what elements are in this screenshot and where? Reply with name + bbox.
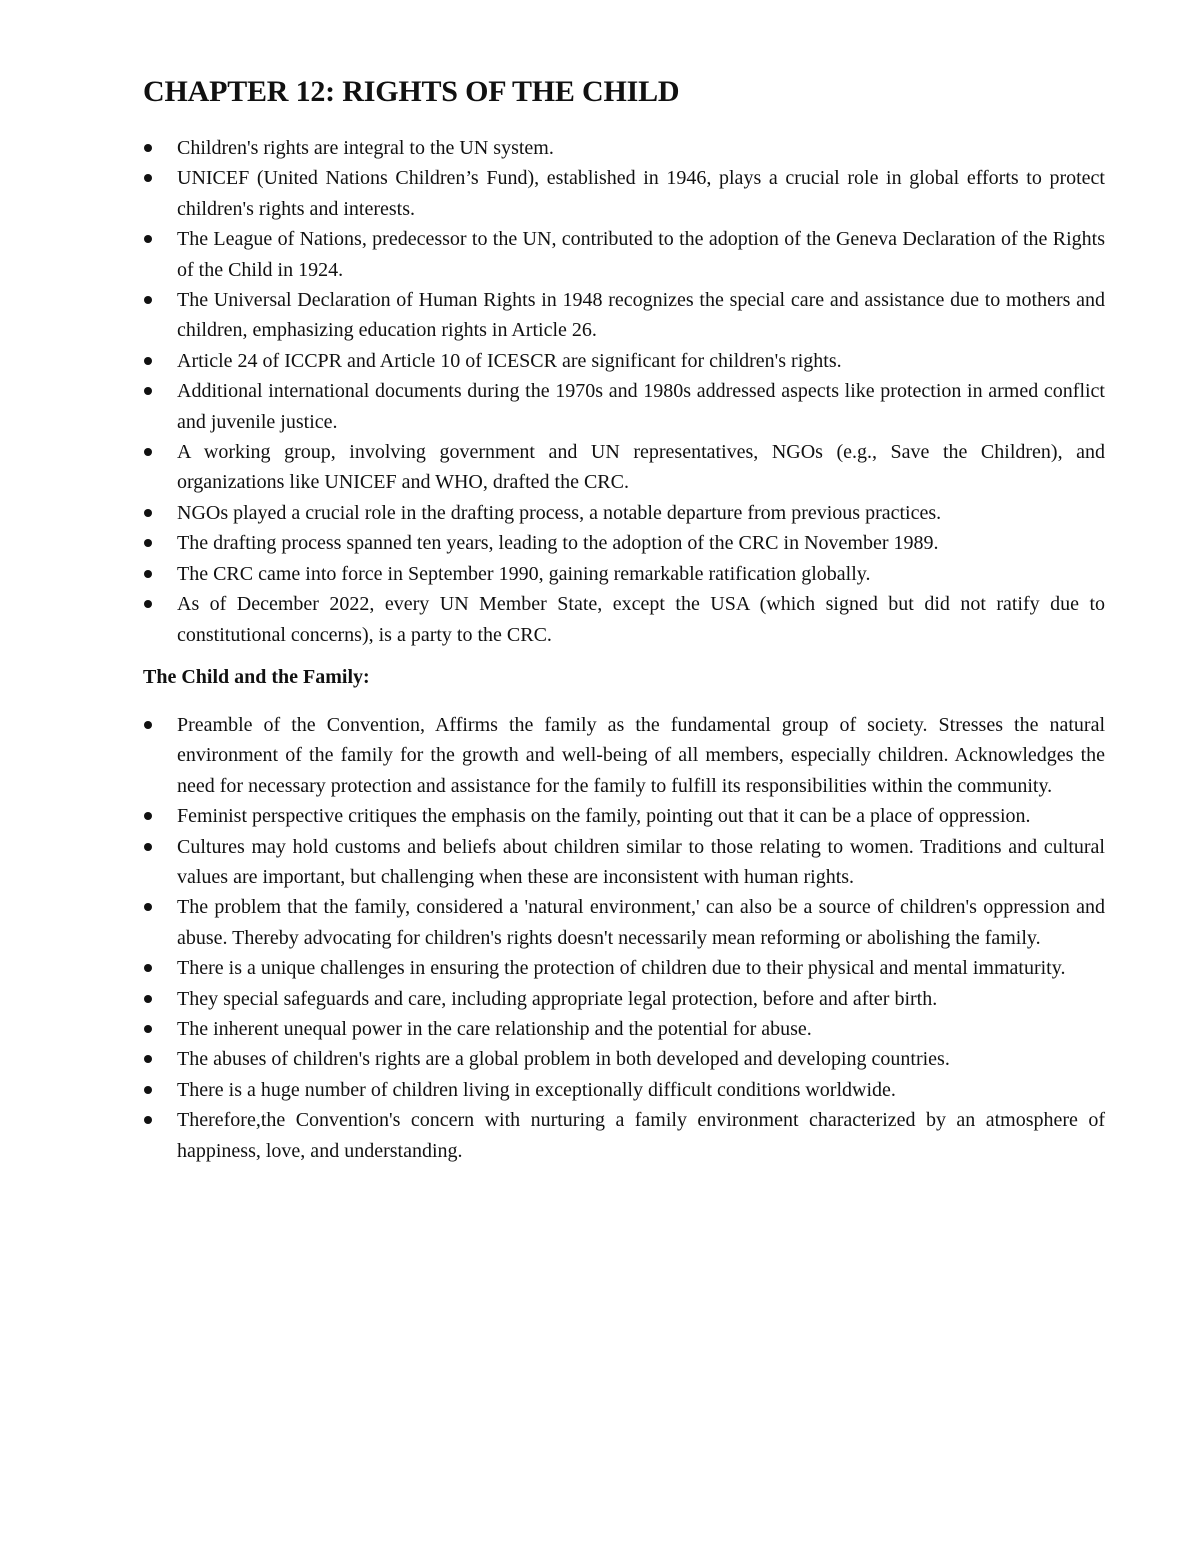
list-item-text: The CRC came into force in September 1990, gaining remarkable ratification globally. [177, 562, 871, 585]
list-item [143, 892, 1105, 953]
bullet-icon [144, 903, 152, 911]
list-item-text: Cultures may hold customs and beliefs about children similar to those relating to women. Traditions and cultural values are important, but challenging when these are inconsistent with human rights. [177, 835, 1105, 888]
bullet-icon [144, 843, 152, 851]
list-item [143, 953, 1105, 983]
bullet-icon [144, 296, 152, 304]
list-item [143, 559, 1105, 589]
list-item-text: The problem that the family, considered a 'natural environment,' can also be a source of children's oppression and abuse. Thereby advocating for children's rights doesn't necessarily mean reforming or abolishing the family. [177, 896, 1105, 949]
bullet-icon [144, 812, 152, 820]
bullet-icon [144, 1025, 152, 1033]
list-item-text: They special safeguards and care, including appropriate legal protection, before and after birth. [177, 987, 938, 1010]
list-item-text: UNICEF (United Nations Children’s Fund), established in 1946, plays a crucial role in global efforts to protect children's rights and interests. [177, 167, 1105, 220]
bullet-icon [144, 1116, 152, 1124]
list-item [143, 528, 1105, 558]
bullet-icon [144, 1055, 152, 1063]
list-item [143, 224, 1105, 285]
list-item-text: A working group, involving government and UN representatives, NGOs (e.g., Save the Children), and organizations like UNICEF and WHO, drafted the CRC. [177, 441, 1105, 494]
list-item-text: As of December 2022, every UN Member State, except the USA (which signed but did not ratify due to constitutional concerns), is a party to the CRC. [177, 593, 1105, 646]
list-item [143, 376, 1105, 437]
bullet-icon [144, 721, 152, 729]
bullet-icon [144, 235, 152, 243]
list-item [143, 285, 1105, 346]
bullet-icon [144, 995, 152, 1003]
list-item-text: Preamble of the Convention, Affirms the family as the fundamental group of society. Stresses the natural environment of the family for the growth and well-being of all members, especially children. Acknowledges the need for necessary protection and assistance for the family to fulfill its responsibilities within the community. [177, 713, 1105, 797]
list-item [143, 163, 1105, 224]
list-item [143, 498, 1105, 528]
bullet-icon [144, 387, 152, 395]
list-item-text: There is a huge number of children living in exceptionally difficult conditions worldwide. [177, 1078, 896, 1101]
document-page [143, 72, 1105, 1166]
list-item [143, 437, 1105, 498]
list-item [143, 1075, 1105, 1105]
list-item [143, 133, 1105, 163]
bullet-icon [144, 600, 152, 608]
list-item [143, 1014, 1105, 1044]
list-item-text: NGOs played a crucial role in the drafting process, a notable departure from previous practices. [177, 501, 942, 524]
bullet-icon [144, 539, 152, 547]
bullet-icon [144, 144, 152, 152]
list-item [143, 346, 1105, 376]
list-item-text: The drafting process spanned ten years, leading to the adoption of the CRC in November 1989. [177, 532, 939, 555]
bullet-icon [144, 964, 152, 972]
bullet-icon [144, 570, 152, 578]
list-item [143, 832, 1105, 893]
list-item-text: There is a unique challenges in ensuring the protection of children due to their physical and mental immaturity. [177, 957, 1066, 980]
list-item-text: Therefore,the Convention's concern with nurturing a family environment characterized by an atmosphere of happiness, love, and understanding. [177, 1109, 1105, 1162]
list-item-text: Additional international documents during the 1970s and 1980s addressed aspects like protection in armed conflict and juvenile justice. [177, 380, 1105, 433]
bullet-icon [144, 1086, 152, 1094]
list-item [143, 589, 1105, 650]
list-item-text: The League of Nations, predecessor to the UN, contributed to the adoption of the Geneva Declaration of the Rights of the Child in 1924. [177, 228, 1105, 281]
list-item [143, 801, 1105, 831]
intro-bullet-list [143, 133, 1105, 650]
bullet-icon [144, 448, 152, 456]
list-item [143, 1044, 1105, 1074]
family-bullet-list [143, 710, 1105, 1166]
list-item [143, 1105, 1105, 1166]
bullet-icon [144, 357, 152, 365]
list-item [143, 710, 1105, 801]
list-item-text: Feminist perspective critiques the emphasis on the family, pointing out that it can be a place of oppression. [177, 805, 1031, 828]
list-item-text: Article 24 of ICCPR and Article 10 of ICESCR are significant for children's rights. [177, 349, 842, 372]
chapter-title: CHAPTER 12: RIGHTS OF THE CHILD [143, 75, 680, 108]
list-item-text: The abuses of children's rights are a global problem in both developed and developing countries. [177, 1048, 950, 1071]
list-item-text: The Universal Declaration of Human Rights in 1948 recognizes the special care and assistance due to mothers and children, emphasizing education rights in Article 26. [177, 289, 1105, 342]
bullet-icon [144, 509, 152, 517]
bullet-icon [144, 174, 152, 182]
list-item-text: Children's rights are integral to the UN system. [177, 137, 554, 159]
list-item [143, 984, 1105, 1014]
list-item-text: The inherent unequal power in the care relationship and the potential for abuse. [177, 1017, 812, 1040]
section-heading-family: The Child and the Family: [143, 665, 370, 688]
